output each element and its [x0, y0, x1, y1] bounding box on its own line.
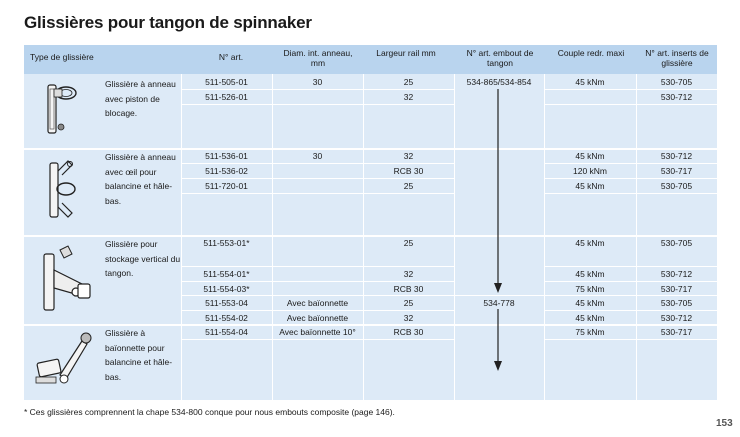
row-divider — [544, 193, 717, 194]
cell-rail: RCB 30 — [393, 166, 424, 176]
group-description: Glissière à anneau avec œil pour balancine et hâle-bas. — [105, 152, 176, 206]
cell-rail: 32 — [403, 269, 414, 279]
cell-art: 511-720-01 — [205, 181, 248, 191]
row-divider — [454, 295, 544, 296]
cell-insert: 530-705 — [660, 238, 693, 248]
cell-art: 511-526-01 — [205, 92, 248, 102]
page-number: 153 — [716, 418, 733, 429]
cell-art: 511-553-01* — [203, 238, 250, 248]
cell-art: 511-554-04 — [205, 327, 248, 337]
cell-couple: 75 kNm — [575, 284, 605, 294]
vertical-stow-slide-illustration — [24, 240, 100, 320]
page-title: Glissières pour tangon de spinnaker — [24, 13, 312, 32]
row-divider — [181, 310, 454, 311]
row-divider — [544, 89, 717, 90]
cell-couple: 45 kNm — [575, 313, 605, 323]
cell-rail: 25 — [403, 298, 414, 308]
cell-art: 511-554-02 — [205, 313, 248, 323]
cell-couple: 45 kNm — [575, 238, 605, 248]
cell-rail: RCB 30 — [393, 284, 424, 294]
header-inserts: N° art. inserts de glissière — [645, 48, 709, 68]
cell-rail: 25 — [403, 238, 414, 248]
row-divider — [181, 193, 454, 194]
header-rail: Largeur rail mm — [376, 48, 436, 58]
row-divider — [544, 281, 717, 282]
footnote: * Ces glissières comprennent la chape 534-800 conque pour nous embouts composite (page 146). — [24, 407, 395, 417]
cell-insert: 530-717 — [660, 284, 693, 294]
cell-art: 511-505-01 — [205, 77, 248, 87]
cell-diam: 30 — [312, 77, 323, 87]
col-divider — [636, 74, 637, 400]
bayonet-slide-illustration — [24, 327, 100, 399]
col-divider — [272, 74, 273, 400]
arrow-down-icon — [492, 89, 504, 295]
row-divider — [544, 163, 717, 164]
cell-embout: 534-865/534-854 — [466, 77, 532, 87]
row-divider — [181, 89, 454, 90]
row-divider — [544, 104, 717, 105]
cell-rail: 32 — [403, 313, 414, 323]
col-divider — [363, 74, 364, 400]
cell-insert: 530-712 — [660, 92, 693, 102]
row-divider — [181, 178, 454, 179]
header-couple: Couple redr. maxi — [557, 48, 625, 58]
col-divider — [544, 74, 545, 400]
cell-diam: Avec baïonnette 10° — [279, 327, 356, 337]
row-divider — [544, 310, 717, 311]
row-divider — [181, 339, 454, 340]
group-description: Glissière pour stockage vertical du tangon. — [105, 239, 181, 278]
row-divider — [544, 339, 717, 340]
cell-art: 511-554-03* — [203, 284, 250, 294]
cell-rail: 32 — [403, 151, 414, 161]
cell-diam: 30 — [312, 151, 323, 161]
cell-insert: 530-717 — [660, 166, 693, 176]
product-table — [24, 45, 717, 400]
header-art: N° art. — [218, 52, 244, 62]
cell-art: 511-554-01* — [203, 269, 250, 279]
cell-insert: 530-712 — [660, 151, 693, 161]
cell-insert: 530-705 — [660, 298, 693, 308]
row-divider — [544, 178, 717, 179]
cell-insert: 530-705 — [660, 77, 693, 87]
cell-couple: 45 kNm — [575, 151, 605, 161]
cell-rail: 25 — [403, 77, 414, 87]
cell-art: 511-553-04 — [205, 298, 248, 308]
row-divider — [181, 104, 454, 105]
group-description: Glissière à baïonnette pour balancine et hâle-bas. — [105, 328, 173, 382]
ring-slide-eye-illustration — [24, 153, 100, 231]
arrow-down-icon — [492, 309, 504, 373]
cell-couple: 45 kNm — [575, 269, 605, 279]
cell-insert: 530-717 — [660, 327, 693, 337]
row-divider — [181, 281, 454, 282]
cell-diam: Avec baïonnette — [286, 313, 349, 323]
group-description: Glissière à anneau avec piston de blocage. — [105, 79, 176, 118]
cell-rail: RCB 30 — [393, 327, 424, 337]
cell-art: 511-536-01 — [205, 151, 248, 161]
cell-art: 511-536-02 — [205, 166, 248, 176]
cell-diam: Avec baïonnette — [286, 298, 349, 308]
row-divider — [544, 266, 717, 267]
cell-rail: 32 — [403, 92, 414, 102]
header-diam: Diam. int. anneau, mm — [283, 48, 353, 68]
col-divider — [454, 74, 455, 400]
table-header — [24, 45, 717, 74]
cell-insert: 530-712 — [660, 313, 693, 323]
cell-couple: 45 kNm — [575, 181, 605, 191]
cell-couple: 120 kNm — [572, 166, 607, 176]
cell-insert: 530-705 — [660, 181, 693, 191]
cell-couple: 45 kNm — [575, 77, 605, 87]
cell-couple: 45 kNm — [575, 298, 605, 308]
ring-slide-piston-illustration — [24, 77, 100, 143]
header-embout: N° art. embout de tangon — [466, 48, 534, 68]
cell-rail: 25 — [403, 181, 414, 191]
header-type: Type de glissière — [30, 52, 94, 62]
row-divider — [544, 295, 717, 296]
row-divider — [181, 266, 454, 267]
cell-insert: 530-712 — [660, 269, 693, 279]
cell-couple: 75 kNm — [575, 327, 605, 337]
row-divider — [181, 163, 454, 164]
cell-embout: 534-778 — [483, 298, 515, 308]
row-divider — [181, 295, 454, 296]
